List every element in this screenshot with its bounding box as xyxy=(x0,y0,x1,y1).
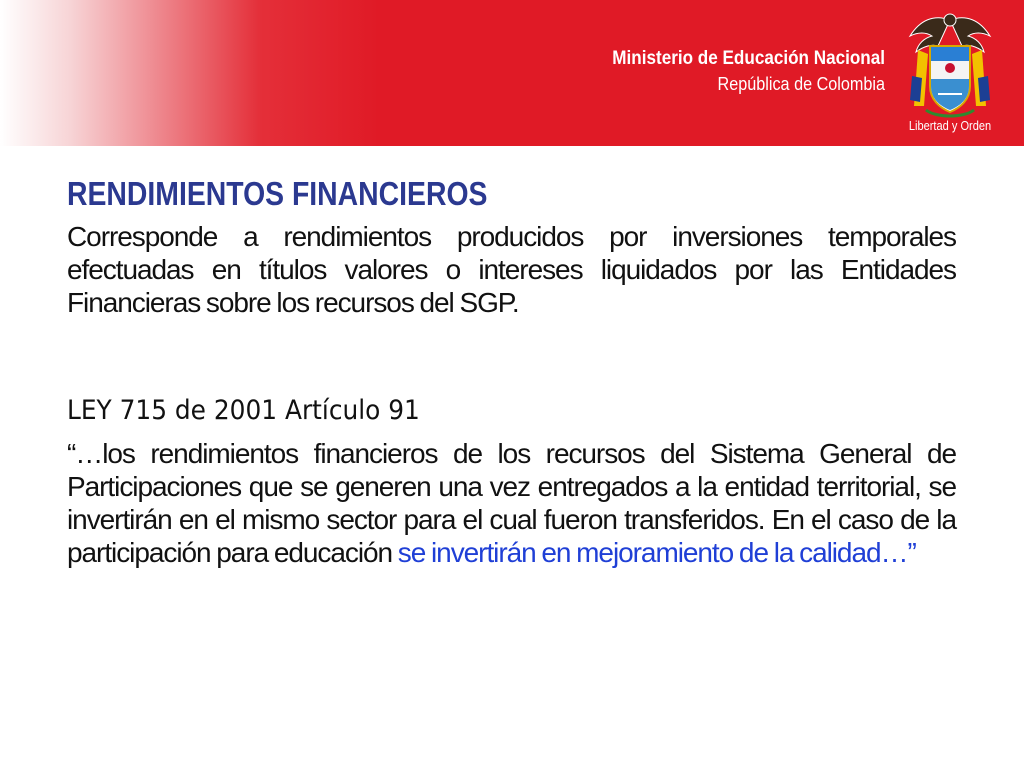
ministry-block xyxy=(582,48,885,95)
header-banner xyxy=(0,0,1024,146)
law-quote-highlight: se invertirán en mejoramiento de la calidad…” xyxy=(397,537,916,568)
ministry-name: Ministerio de Educación Nacional xyxy=(612,48,885,69)
ministry-subtitle: República de Colombia xyxy=(717,74,885,94)
law-quote xyxy=(67,437,956,569)
law-heading: LEY 715 de 2001 Artículo 91 xyxy=(67,395,420,426)
section-title: RENDIMIENTOS FINANCIEROS xyxy=(67,175,488,212)
motto-text: Libertad y Orden xyxy=(908,118,992,133)
slide-content xyxy=(67,172,956,569)
law-quote-text: “…los rendimientos financieros de los recursos del Sistema General de Participaciones que se generen una vez entregados a la entidad territorial, se invertirán en el mismo sector para el cual fueron transferidos. En el caso de la participación para educación xyxy=(67,438,956,568)
definition-paragraph: Corresponde a rendimientos producidos por inversiones temporales efectuadas en títulos valores o intereses liquidados por las Entidades Financieras sobre los recursos del SGP. xyxy=(67,221,956,318)
